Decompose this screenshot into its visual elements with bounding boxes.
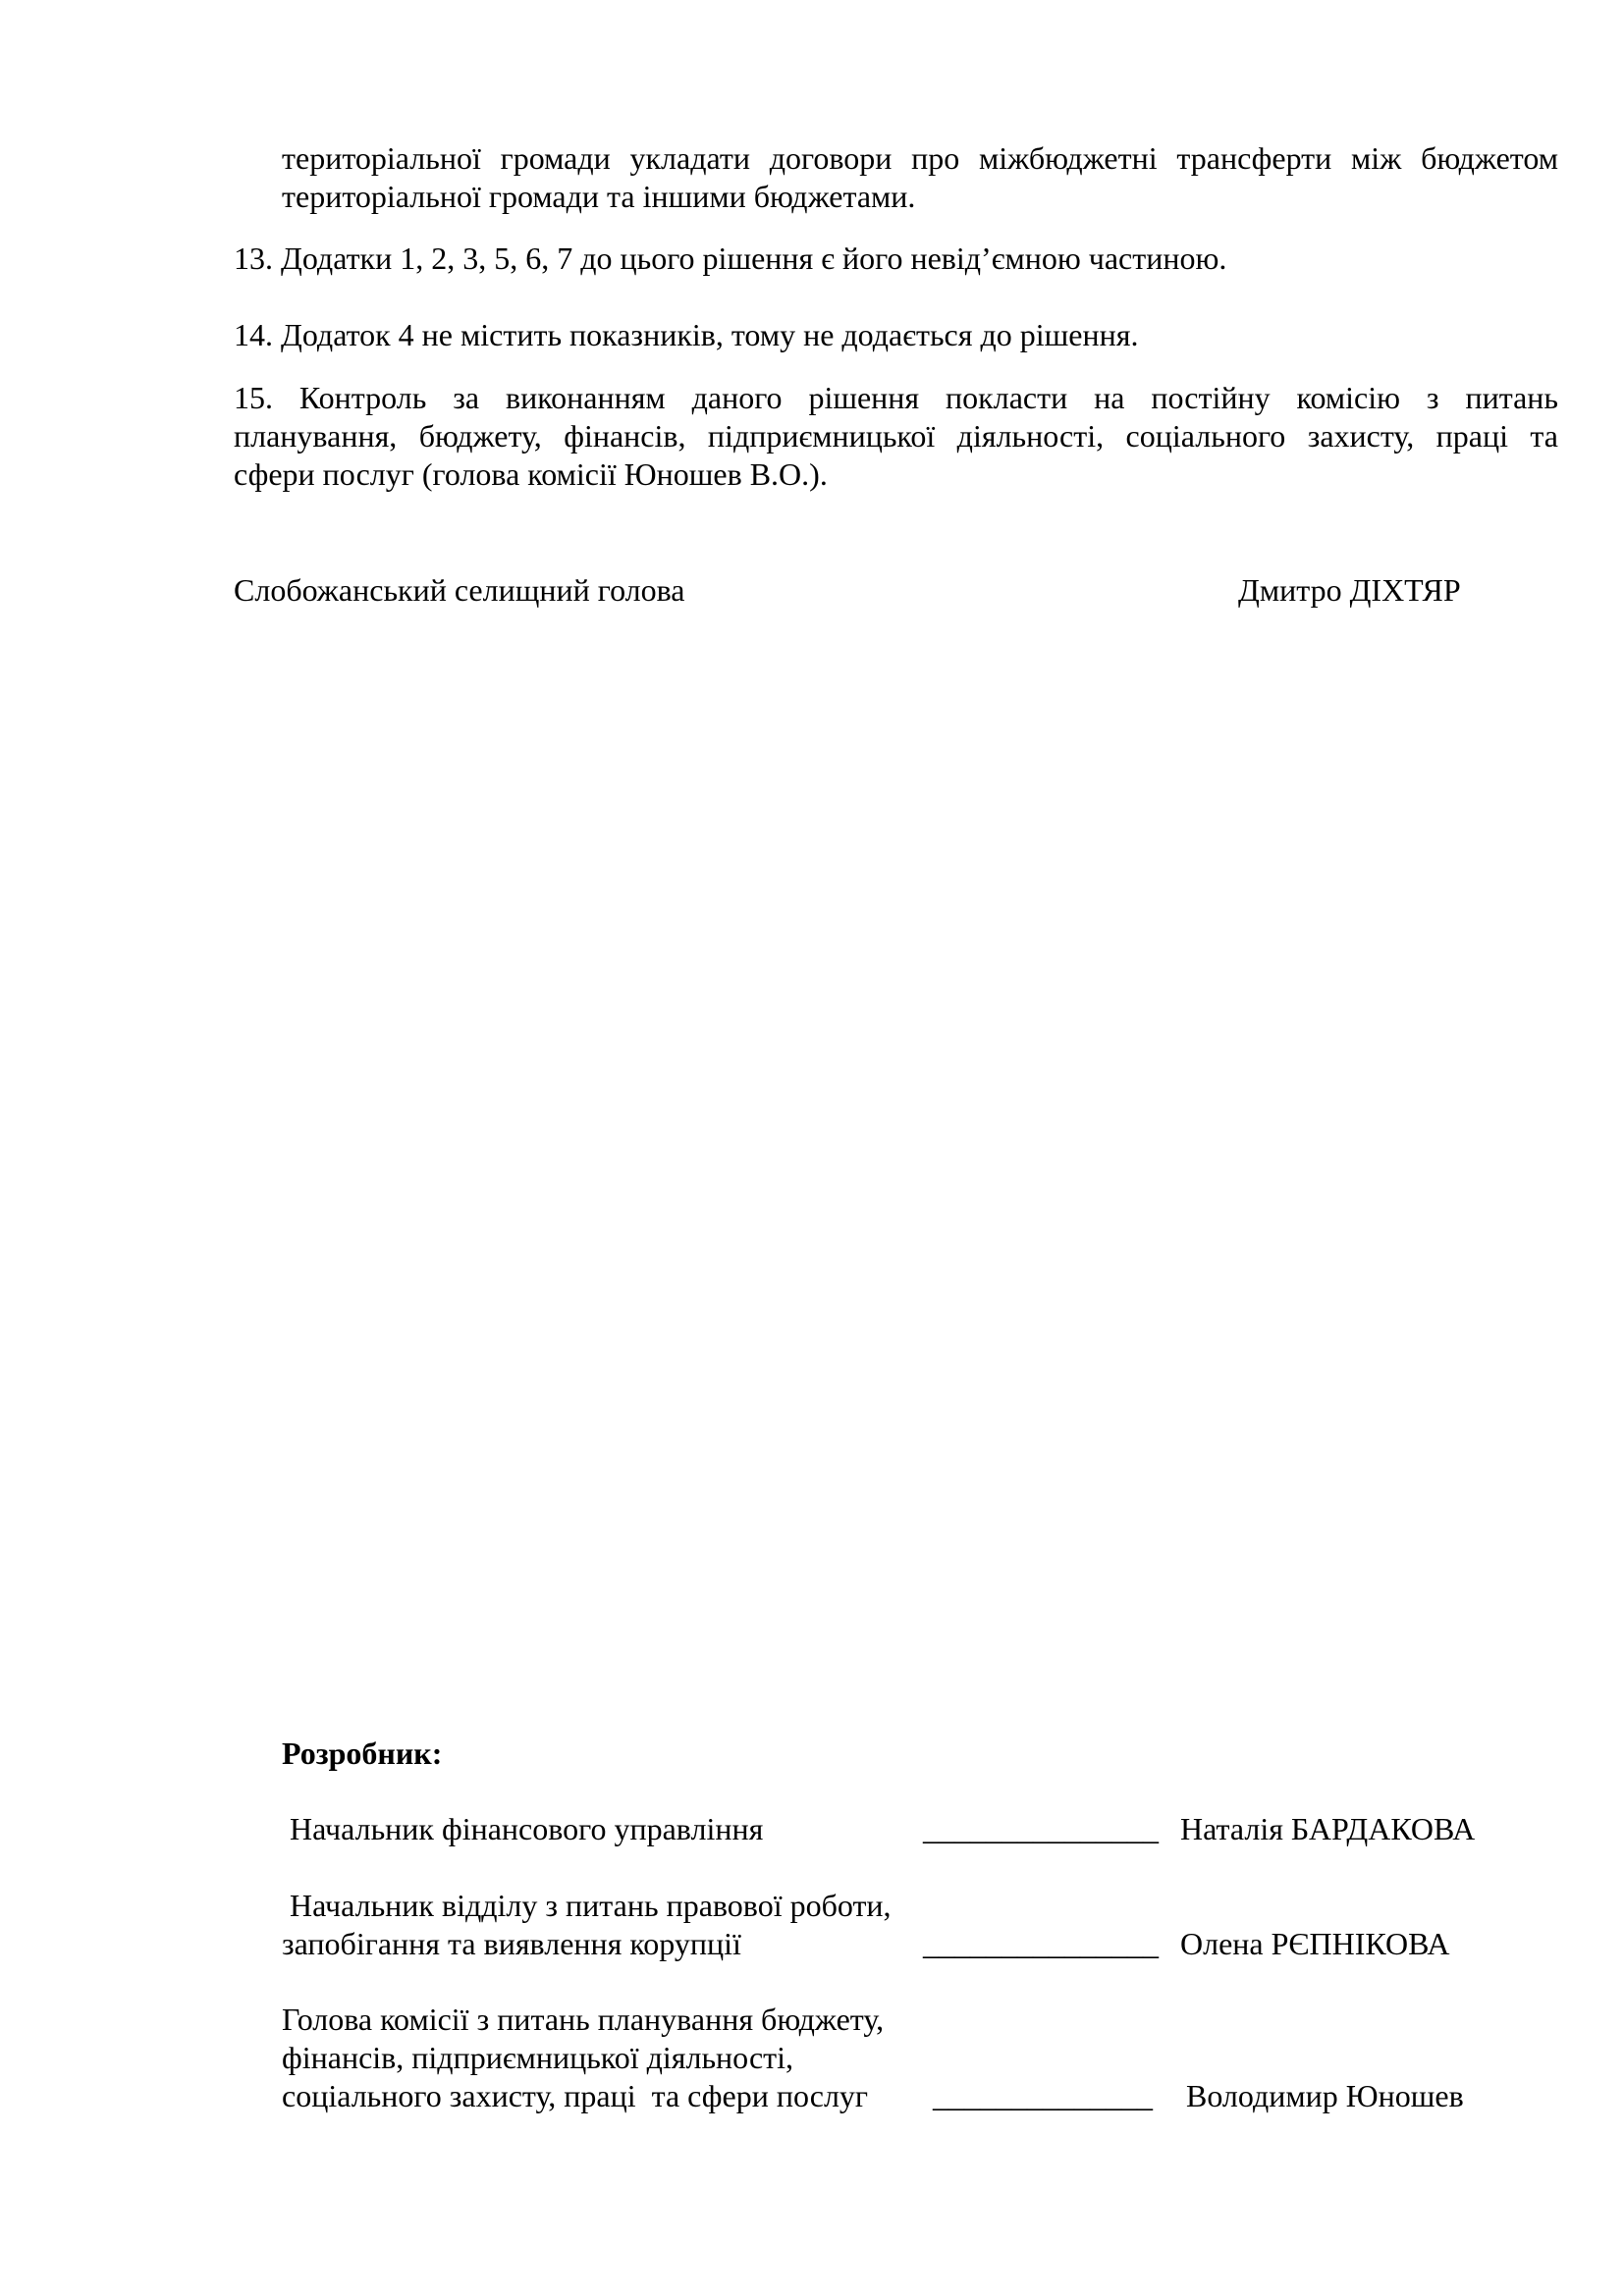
developer-row-2-name: Олена РЄПНІКОВА [1180, 1926, 1450, 1961]
paragraph-15-line-1: 15. Контроль за виконанням даного рішення покласти на постійну комісію з питань [234, 380, 1558, 415]
paragraph-12-continuation-line-2: територіальної громади та іншими бюджетами. [282, 179, 916, 214]
developer-row-3-title-line-2: фінансів, підприємницької діяльності, [282, 2040, 794, 2075]
developer-row-3-title-line-1: Голова комісії з питань планування бюджету, [282, 2002, 885, 2037]
signatory-position: Слобожанський селищний голова [234, 572, 685, 608]
developer-row-3-title-line-3: соціального захисту, праці та сфери послуг [282, 2078, 869, 2113]
paragraph-15-line-3: сфери послуг (голова комісії Юношев В.О.). [234, 456, 828, 492]
paragraph-12-continuation-line-1: територіальної громади укладати договори про міжбюджетні трансферти між бюджетом [282, 140, 1558, 176]
signatory-name: Дмитро ДІХТЯР [1238, 572, 1461, 608]
developer-row-2-signature-line: _______________ [923, 1926, 1159, 1961]
paragraph-14: 14. Додаток 4 не містить показників, тому не додається до рішення. [234, 317, 1139, 352]
developer-row-3-name: Володимир Юношев [1186, 2078, 1464, 2113]
developer-row-2-title-line-2: запобігання та виявлення корупції [282, 1926, 741, 1961]
developer-row-3-signature-line: ______________ [933, 2078, 1153, 2113]
paragraph-15-line-2: планування, бюджету, фінансів, підприємницької діяльності, соціального захисту, праці та [234, 418, 1558, 454]
developer-row-1-name: Наталія БАРДАКОВА [1180, 1811, 1476, 1846]
developer-row-2-title-line-1: Начальник відділу з питань правової роботи, [282, 1888, 892, 1923]
developer-row-1-signature-line: _______________ [923, 1811, 1159, 1846]
developer-row-1-title: Начальник фінансового управління [282, 1811, 764, 1846]
developer-heading: Розробник: [282, 1735, 443, 1771]
paragraph-13: 13. Додатки 1, 2, 3, 5, 6, 7 до цього рішення є його невід’ємною частиною. [234, 240, 1227, 276]
